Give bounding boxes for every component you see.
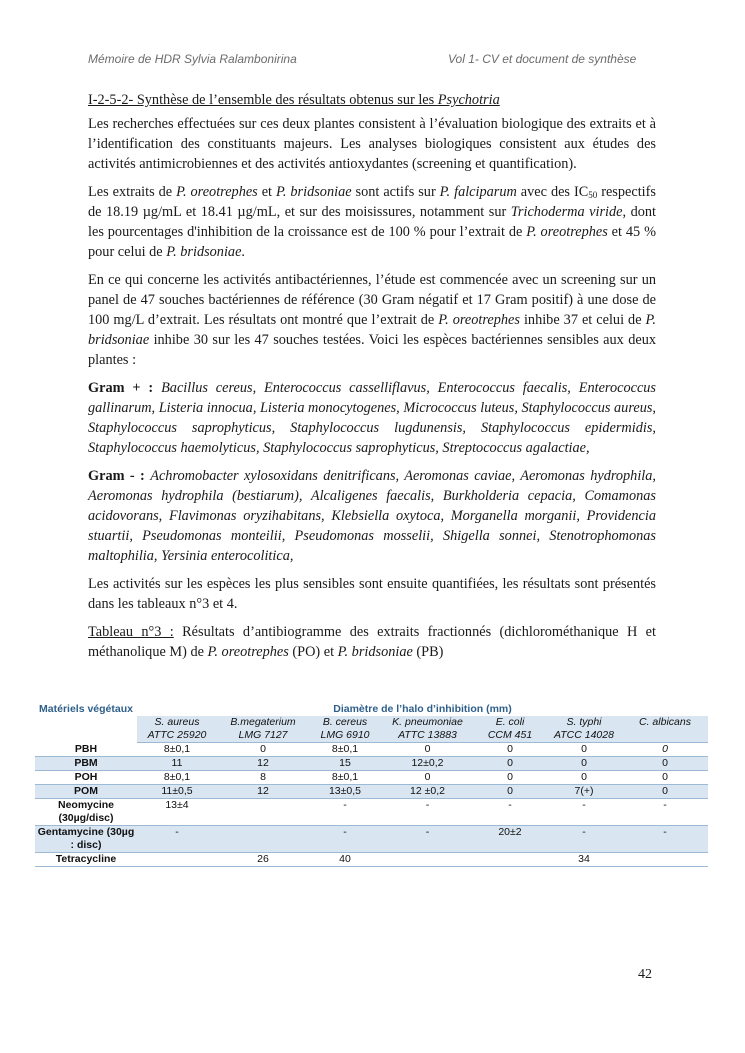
- row-label: Neomycine (30µg/disc): [35, 799, 137, 826]
- table-cell: 12: [217, 785, 309, 799]
- table-cell: 0: [474, 771, 546, 785]
- table-cell: 0: [381, 771, 474, 785]
- column-species: S. aureus: [137, 716, 217, 729]
- table-cell: 8: [217, 771, 309, 785]
- table-cell: -: [546, 799, 622, 826]
- running-header-left: Mémoire de HDR Sylvia Ralambonirina: [88, 52, 297, 66]
- table-group-header: Diamètre de l’halo d’inhibition (mm): [333, 703, 512, 715]
- table-cell: 0: [622, 785, 708, 799]
- table-row: [35, 757, 708, 771]
- table-cell: -: [309, 799, 381, 826]
- table-cell: 0: [622, 757, 708, 771]
- section-title: I-2-5-2- Synthèse de l’ensemble des résultats obtenus sur les Psychotria: [88, 92, 500, 108]
- document-body: [88, 90, 656, 670]
- table-cell: 0: [546, 757, 622, 771]
- table-cell: 0: [474, 785, 546, 799]
- table-cell: 7(+): [546, 785, 622, 799]
- table-cell: 0: [622, 771, 708, 785]
- table-cell: [217, 826, 309, 853]
- gram-positive-list: Gram + : Bacillus cereus, Enterococcus casselliflavus, Enterococcus faecalis, Enterococcus gallinarum, Listeria innocua, Listeria monocytogenes, Micrococcus luteus, Staphylococcus aureus, Staphylococcus saprophyticus, Staphylococcus lugdunensis, Staphylococcus epidermidis, Staphylococcus haemolyticus, Staphylococcus saprophyticus, Streptococcus agalactiae,: [88, 380, 656, 456]
- table-caption: Tableau n°3 : Résultats d’antibiogramme des extraits fractionnés (dichlorométhanique H et méthanolique M) de P. oreotrephes (PO) et P. bridsoniae (PB): [88, 624, 656, 660]
- table-cell: [217, 799, 309, 826]
- table-row: [35, 771, 708, 785]
- running-header-right: Vol 1- CV et document de synthèse: [448, 52, 637, 66]
- table-cell: 12±0,2: [381, 757, 474, 771]
- table-cell: 8±0,1: [309, 771, 381, 785]
- table-cell: -: [474, 799, 546, 826]
- paragraph-3: En ce qui concerne les activités antibactériennes, l’étude est commencée avec un screening sur un panel de 47 souches bactériennes de référence (30 Gram négatif et 17 Gram positif) à une dose de 100 mg/L d’extrait. Les résultats ont montré que l’extrait de P. oreotrephes inhibe 37 et celui de P. bridsoniae inhibe 30 sur les 47 souches testées. Voici les espèces bactériennes sensibles aux deux plantes :: [88, 272, 656, 368]
- paragraph-2: Les extraits de P. oreotrephes et P. bridsoniae sont actifs sur P. falciparum avec des $IC_{50}$ respectifs de 18.19 µg/mL et 18.41 µg/mL, et sur des moisissures, notamment sur Trichoderma viride, dont les pourcentages d'inhibition de la croissance est de 100 % pour l’extrait de P. oreotrephes et 45 % pour celui de P. bridsoniae.: [88, 184, 657, 260]
- row-label: Tetracycline: [35, 853, 137, 867]
- column-species: S. typhi: [546, 716, 622, 729]
- paragraph-1: Les recherches effectuées sur ces deux plantes consistent à l’évaluation biologique des extraits et à l’identification des constituants majeurs. Les analyses biologiques consistent aux études des activités antimicrobiennes et des activités antioxydantes (screening et quantification).: [88, 116, 656, 172]
- table-cell: -: [546, 826, 622, 853]
- table-cell: 8±0,1: [309, 743, 381, 757]
- table-cell: 0: [622, 743, 708, 757]
- table-cell: 8±0,1: [137, 771, 217, 785]
- table-row: [35, 743, 708, 757]
- antibiogram-table: [35, 703, 708, 867]
- table-cell: 26: [217, 853, 309, 867]
- table-cell: 0: [546, 771, 622, 785]
- column-species: B. cereus: [309, 716, 381, 729]
- column-species: C. albicans: [622, 716, 708, 729]
- column-strain-code: LMG 6910: [309, 729, 381, 743]
- table-cell: 0: [474, 743, 546, 757]
- column-strain-code: CCM 451: [474, 729, 546, 743]
- table-corner-header: Matériels végétaux: [39, 703, 133, 715]
- row-label: POH: [35, 771, 137, 785]
- table-cell: 8±0,1: [137, 743, 217, 757]
- table-row: [35, 826, 708, 853]
- table-cell: 40: [309, 853, 381, 867]
- column-species: B.megaterium: [217, 716, 309, 729]
- gram-negative-list: Gram - : Achromobacter xylosoxidans denitrificans, Aeromonas caviae, Aeromonas hydrophila, Aeromonas hydrophila (bestiarum), Alcaligenes faecalis, Burkholderia cepacia, Comamonas acidovorans, Flavimonas oryzihabitans, Klebsiella oxytoca, Morganella morganii, Providencia stuartii, Pseudomonas monteilii, Pseudomonas mosselii, Shigella sonnei, Stenotrophomonas maltophilia, Yersinia enterocolitica,: [88, 468, 656, 564]
- table-cell: -: [381, 826, 474, 853]
- table-cell: 12 ±0,2: [381, 785, 474, 799]
- table-body: [35, 743, 708, 867]
- table-cell: 11: [137, 757, 217, 771]
- table-cell: -: [137, 826, 217, 853]
- table-cell: 34: [546, 853, 622, 867]
- table-cell: [381, 853, 474, 867]
- row-label: Gentamycine (30µg : disc): [35, 826, 137, 853]
- table-row: [35, 799, 708, 826]
- column-strain-code: ATTC 25920: [137, 729, 217, 743]
- table-cell: 20±2: [474, 826, 546, 853]
- column-strain-code: ATCC 14028: [546, 729, 622, 743]
- column-strain-code: LMG 7127: [217, 729, 309, 743]
- table-cell: 0: [546, 743, 622, 757]
- table-cell: -: [622, 799, 708, 826]
- table-cell: [622, 853, 708, 867]
- table-row: [35, 853, 708, 867]
- table-cell: [474, 853, 546, 867]
- page-number: 42: [638, 967, 652, 982]
- column-strain-code: [622, 729, 708, 743]
- table-cell: 0: [474, 757, 546, 771]
- table-cell: 11±0,5: [137, 785, 217, 799]
- table-cell: [137, 853, 217, 867]
- table-row: [35, 785, 708, 799]
- column-strain-code: ATTC 13883: [381, 729, 474, 743]
- table-cell: 0: [381, 743, 474, 757]
- column-species: K. pneumoniae: [381, 716, 474, 729]
- column-species: E. coli: [474, 716, 546, 729]
- table-cell: -: [622, 826, 708, 853]
- table-cell: -: [381, 799, 474, 826]
- table-cell: 0: [217, 743, 309, 757]
- table-cell: 12: [217, 757, 309, 771]
- table-cell: 15: [309, 757, 381, 771]
- table-cell: 13±4: [137, 799, 217, 826]
- row-label: PBM: [35, 757, 137, 771]
- table-cell: -: [309, 826, 381, 853]
- row-label: POM: [35, 785, 137, 799]
- table-cell: 13±0,5: [309, 785, 381, 799]
- paragraph-4: Les activités sur les espèces les plus sensibles sont ensuite quantifiées, les résultats sont présentés dans les tableaux n°3 et 4.: [88, 576, 656, 612]
- row-label: PBH: [35, 743, 137, 757]
